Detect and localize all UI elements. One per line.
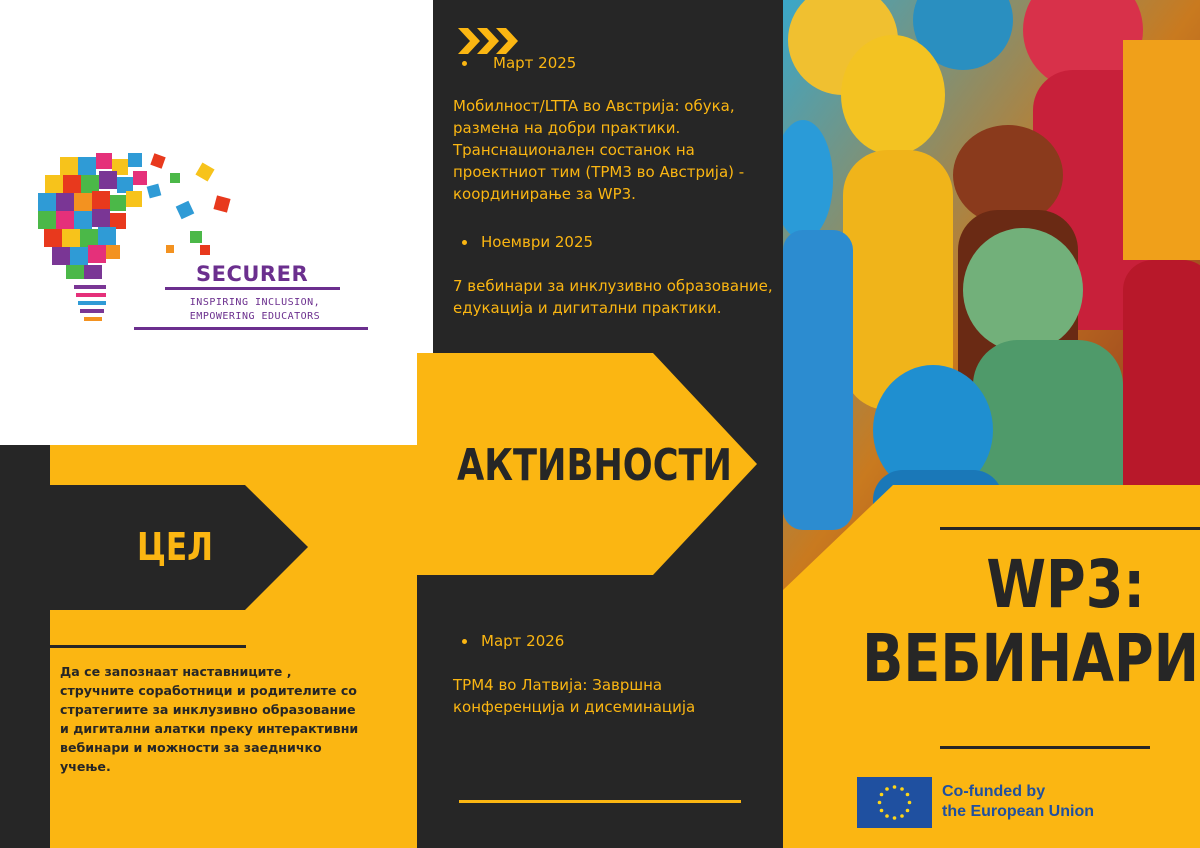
eu-funding-label <box>942 782 1094 822</box>
brand-name: SECURER <box>196 262 309 286</box>
bullet-icon <box>462 61 467 66</box>
eu-funding-line2: the European Union <box>942 803 1094 820</box>
activity-date: Март 2025 <box>493 54 577 72</box>
goal-title: ЦЕЛ <box>136 525 214 569</box>
wp-title-line2: ВЕБИНАРИ <box>862 620 1200 697</box>
brand-divider-top <box>165 287 340 290</box>
activity-description: 7 вебинари за инклузивно образование, едукација и дигитални практики. <box>453 277 773 317</box>
activity-item-2 <box>453 231 783 319</box>
brand-tagline <box>150 296 360 324</box>
activities-divider <box>459 800 741 803</box>
eu-flag-icon <box>857 777 932 828</box>
wp-divider-top <box>940 527 1200 530</box>
activity-description: TPM4 во Латвија: Завршна конференција и дисеминација <box>453 676 696 716</box>
goal-divider <box>50 645 246 648</box>
activity-item-3 <box>453 630 783 718</box>
activities-title: АКТИВНОСТИ <box>457 440 732 491</box>
wp-title <box>862 546 1200 697</box>
wp-divider-bottom <box>940 746 1150 749</box>
brand-tagline-line1: INSPIRING INCLUSION, <box>189 297 321 308</box>
brand-divider-bottom <box>134 327 368 330</box>
bullet-icon <box>462 639 467 644</box>
wp-title-line1: WP3: <box>986 546 1145 623</box>
eu-funding-line1: Co-funded by <box>942 783 1046 800</box>
activity-description: Мобилност/LTTA во Австрија: обука, размена на добри практики. Транснационален состанок на проектниот тим (TPM3 во Австрија) - координирање за WP3. <box>453 97 745 203</box>
activity-date: Март 2026 <box>481 632 565 650</box>
activity-date: Ноември 2025 <box>481 233 594 251</box>
activity-item-1 <box>453 52 783 205</box>
bullet-icon <box>462 240 467 245</box>
brand-tagline-line2: EMPOWERING EDUCATORS <box>189 311 321 322</box>
goal-description: Да се запознаат наставниците , стручните соработници и родителите со стратегиите за инклузивно образование и дигитални алатки преку интерактивни вебинари и можности за заедничко учење. <box>60 664 359 774</box>
